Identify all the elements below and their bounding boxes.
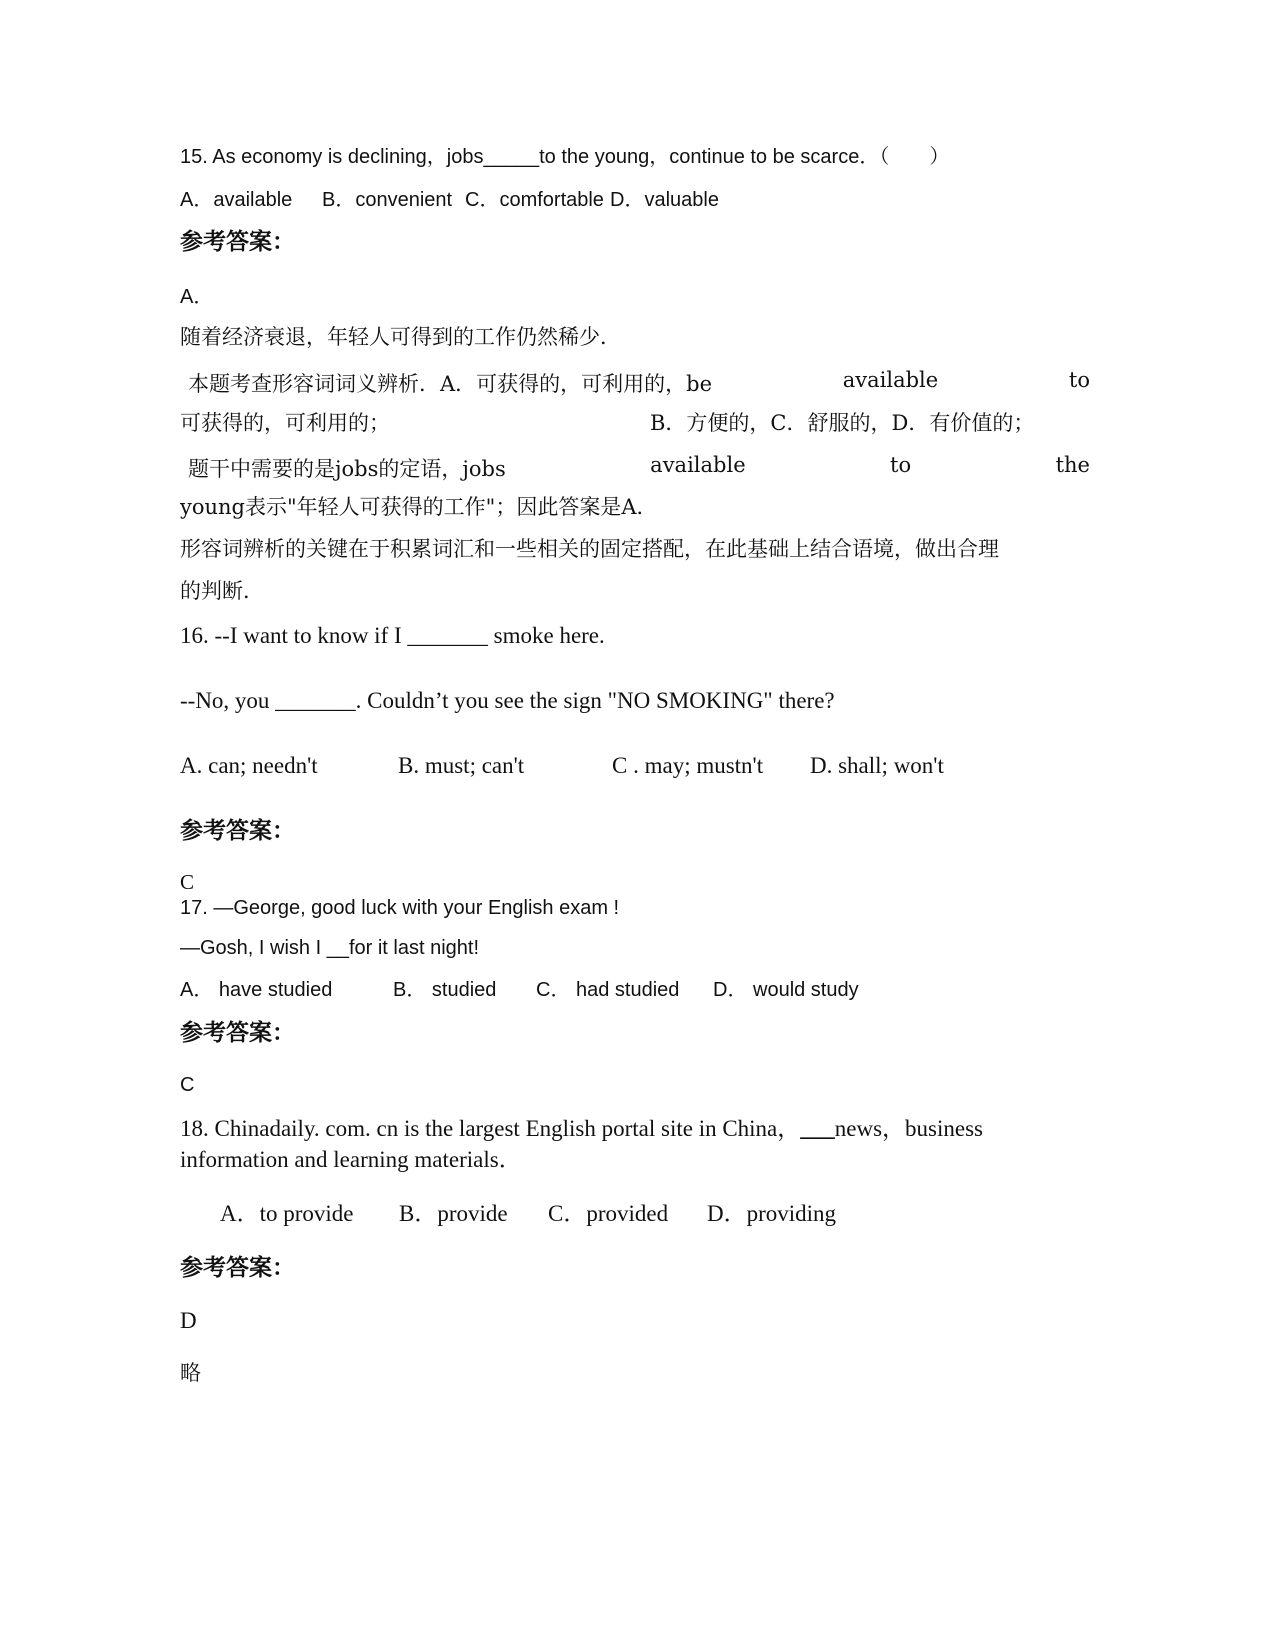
analysis-text: available bbox=[650, 453, 746, 477]
q15-options bbox=[0, 188, 1275, 214]
q17-option-d: D． would study bbox=[713, 979, 859, 1001]
q17-option-c: C． had studied bbox=[536, 979, 680, 1001]
analysis-text: 本题考查形容词词义辨析．A．可获得的，可利用的，be bbox=[188, 372, 713, 396]
q18-option-c: C．provided bbox=[548, 1201, 669, 1226]
q15-answer: A． bbox=[180, 286, 214, 308]
q17-option-b: B． studied bbox=[393, 979, 497, 1001]
analysis-text: to bbox=[890, 453, 912, 477]
q15-analysis-line-2a: 可获得的，可利用的； bbox=[180, 411, 390, 435]
q15-analysis-line-3 bbox=[188, 453, 1090, 483]
q18-note: 略 bbox=[180, 1361, 201, 1385]
q17-option-a: A． have studied bbox=[180, 979, 333, 1001]
q18-option-a: A．to provide bbox=[220, 1201, 354, 1226]
q15-translation: 随着经济衰退，年轻人可得到的工作仍然稀少． bbox=[180, 325, 621, 349]
q16-stem: 16. --I want to know if I _______ smoke here. bbox=[180, 623, 605, 648]
q18-option-d: D．providing bbox=[707, 1201, 837, 1226]
q18-option-b: B．provide bbox=[399, 1201, 508, 1226]
q15-option-a: A．available bbox=[180, 189, 293, 211]
q16-reply: --No, you _______. Couldn’t you see the sign "NO SMOKING" there? bbox=[180, 688, 835, 713]
q17-answer-heading: 参考答案： bbox=[180, 1020, 295, 1046]
q16-options bbox=[0, 752, 1275, 782]
q15-analysis-line-5: 形容词辨析的关键在于积累词汇和一些相关的固定搭配，在此基础上结合语境，做出合理 bbox=[180, 537, 999, 561]
q15-analysis-line-4: young表示"年轻人可获得的工作"；因此答案是A． bbox=[180, 495, 658, 519]
q17-stem: 17. —George, good luck with your English exam ! bbox=[180, 897, 620, 919]
q18-stem-line-2: information and learning materials． bbox=[180, 1147, 522, 1172]
q17-reply: —Gosh, I wish I __for it last night! bbox=[180, 937, 480, 959]
analysis-text: available bbox=[842, 368, 939, 392]
analysis-text: to bbox=[1068, 368, 1090, 392]
q18-options bbox=[0, 1200, 1275, 1230]
q18-stem-text-end: news，business bbox=[834, 1116, 984, 1141]
q18-blank: ___ bbox=[800, 1116, 835, 1141]
q18-stem-text: 18. Chinadaily. com. cn is the largest English portal site in China， bbox=[180, 1116, 801, 1141]
q16-option-c: C . may; mustn't bbox=[612, 753, 764, 778]
q15-analysis-line-2b: B．方便的，C．舒服的，D．有价值的； bbox=[650, 411, 1035, 435]
q15-option-c: C．comfortable bbox=[465, 189, 604, 211]
q15-analysis-line-6: 的判断． bbox=[180, 579, 264, 603]
analysis-text: 题干中需要的是jobs的定语，jobs bbox=[188, 457, 506, 481]
analysis-text: the bbox=[1055, 453, 1090, 477]
q17-options bbox=[0, 978, 1275, 1004]
q15-stem: 15. As economy is declining，jobs_____to the young，continue to be scarce．（ ） bbox=[180, 146, 950, 168]
q16-answer: C bbox=[180, 870, 195, 894]
q15-option-b: B．convenient bbox=[322, 189, 453, 211]
q15-analysis-line-1 bbox=[188, 368, 1090, 398]
q16-option-b: B. must; can't bbox=[398, 753, 525, 778]
q16-option-d: D. shall; won't bbox=[810, 753, 944, 778]
q18-answer-heading: 参考答案： bbox=[180, 1255, 295, 1281]
q15-option-d: D．valuable bbox=[610, 189, 719, 211]
q16-answer-heading: 参考答案： bbox=[180, 818, 295, 844]
q18-stem-line-1 bbox=[180, 1115, 983, 1143]
q18-answer: D bbox=[180, 1308, 197, 1333]
q16-option-a: A. can; needn't bbox=[180, 753, 318, 778]
q15-answer-heading: 参考答案： bbox=[180, 229, 295, 255]
q17-answer: C bbox=[180, 1074, 195, 1096]
